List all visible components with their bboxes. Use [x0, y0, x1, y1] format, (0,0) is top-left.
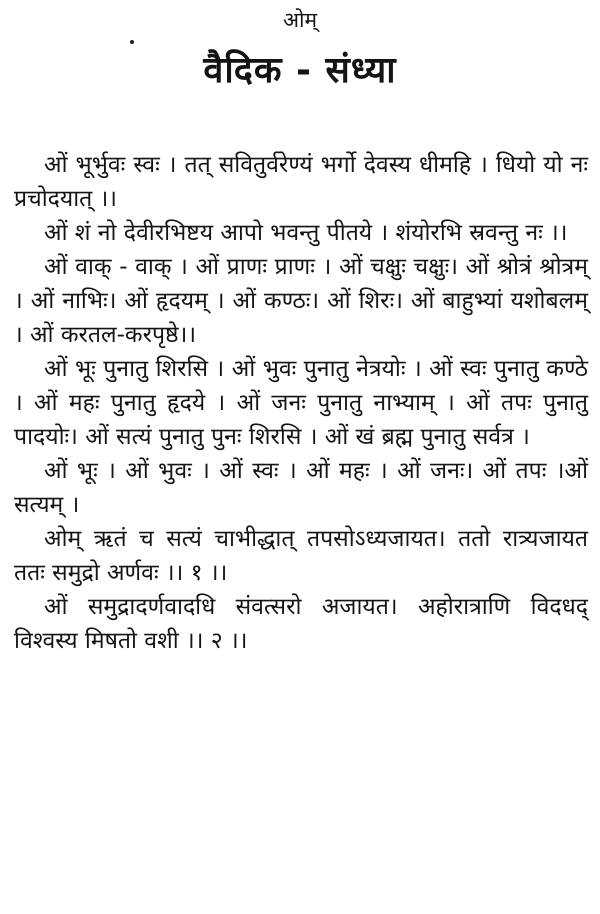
- mantra-paragraph-aghamarshana-2: ओं समुद्रादर्णवादधि संवत्सरो अजायत। अहोरात्राणि विदधद् विश्वस्य मिषतो वशी ।। २ ।।: [14, 594, 588, 654]
- mantra-paragraph-marjana: ओं भूः पुनातु शिरसि । ओं भुवः पुनातु नेत्रयोः । ओं स्वः पुनातु कण्ठे । ओं महः पुनातु हृदये । ओं जनः पुनातु नाभ्याम् । ओं तपः पुनातु पादयोः। ओं सत्यं पुनातु पुनः शिरसि । ओं खं ब्रह्म पुनातु सर्वत्र ।: [14, 356, 588, 450]
- mantra-paragraph-achamana: ओं शं नो देवीरभिष्टय आपो भवन्तु पीतये । शंयोरभि स्रवन्तु नः ।।: [44, 220, 568, 246]
- mantra-paragraph-gayatri: ओं भूर्भुवः स्वः । तत् सवितुर्वरेण्यं भर्गो देवस्य धीमहि । धियो यो नः प्रचोदयात् ।।: [14, 152, 588, 212]
- mantra-text: [14, 148, 588, 658]
- om-heading: ओम्: [282, 8, 318, 32]
- mantra-paragraph-aghamarshana-1: ओम् ऋतं च सत्यं चाभीद्धात् तपसोऽध्यजायत। ततो रात्र्यजायत ततः समुद्रो अर्णवः ।। १ ।।: [14, 526, 588, 586]
- ink-dot: [130, 40, 134, 44]
- page-title: वैदिक - संध्या: [203, 50, 397, 91]
- mantra-paragraph-indriya-sparsha: ओं वाक् - वाक् । ओं प्राणः प्राणः । ओं चक्षुः चक्षुः। ओं श्रोत्रं श्रोत्रम् । ओं नाभिः। ओं हृदयम् । ओं कण्ठः। ओं शिरः। ओं बाहुभ्यां यशोबलम् । ओं करतल-करपृष्ठे।।: [14, 254, 588, 348]
- mantra-paragraph-pranayama: ओं भूः । ओं भुवः । ओं स्वः । ओं महः । ओं जनः। ओं तपः ।ओं सत्यम् ।: [14, 458, 588, 518]
